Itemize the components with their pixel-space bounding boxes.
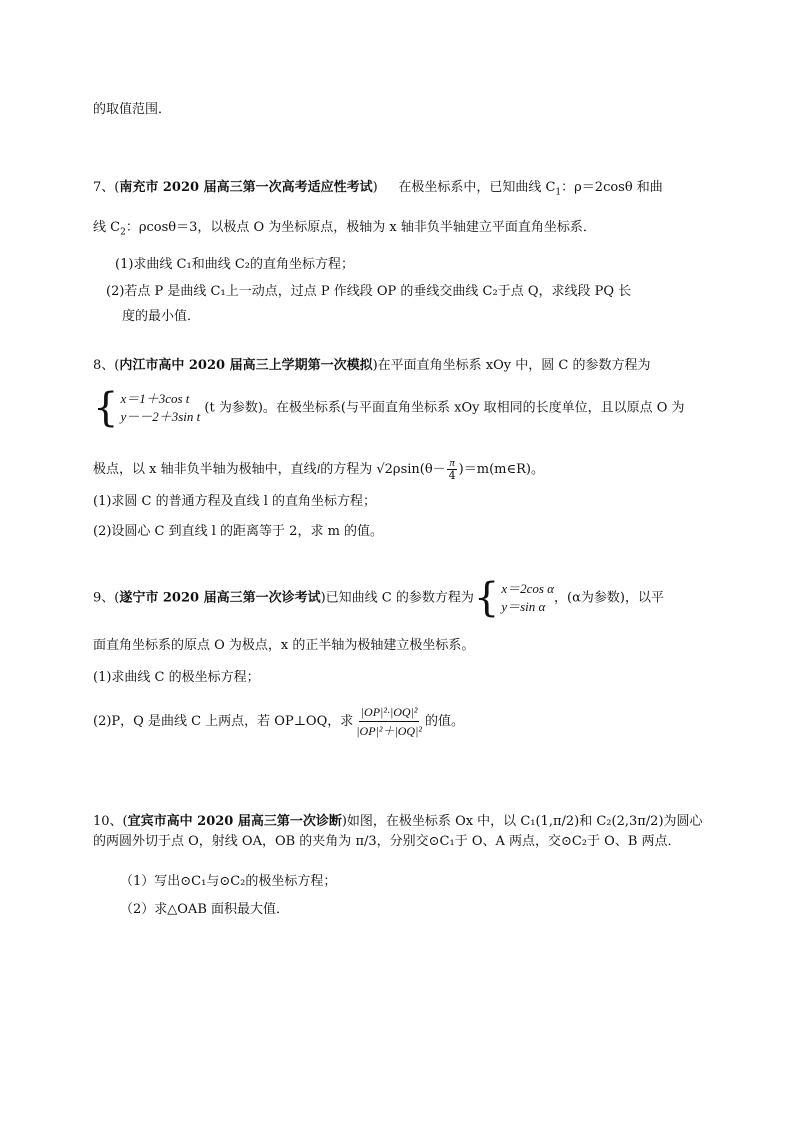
q7-line2 [93, 218, 596, 243]
q7-part2b: 度的最小值． [122, 309, 201, 324]
q8-head: 8、( [93, 358, 120, 373]
q10-part2: （2）求△OAB 面积最大值． [120, 902, 290, 917]
q9-line2: 面直角坐标系的原点 O 为极点，x 的正半轴为极轴建立极坐标系。 [93, 638, 475, 653]
q8-eq2: y－－2＋3sin t [120, 409, 201, 424]
q9-eq2: y＝sin α [501, 599, 546, 614]
q7-sub2: 2 [120, 227, 126, 238]
q10-tail: )如图，在极坐标系 Ox 中，以 C₁(1,π/2)和 C₂(2,3π/2)为圆心 [341, 814, 703, 829]
q9-denominator: |OP|²＋|OQ|² [356, 724, 422, 738]
left-brace-icon: { [93, 385, 119, 431]
left-brace-icon: { [473, 575, 500, 621]
q9-part1: (1)求曲线 C 的极坐标方程； [93, 670, 260, 685]
q8-tail: )在平面直角坐标系 xOy 中，圆 C 的参数方程为 [372, 358, 651, 373]
q8-l3b: 的方程为 √2ρsin(θ－ [320, 462, 446, 477]
q9-part2 [93, 698, 464, 746]
q7-line1 [93, 178, 663, 203]
q7-text2: 线 C [93, 220, 121, 235]
q8-param-system [93, 385, 201, 431]
q10-line1 [93, 812, 703, 832]
q9-eq1: x＝2cos α [501, 581, 555, 596]
q9-source: 遂宁市 2020 届高三第一次诊考试 [119, 590, 321, 606]
q7-text1b: ：ρ＝2cosθ 和曲 [561, 180, 663, 195]
q8-part1: (1)求圆 C 的普通方程及直线 l 的直角坐标方程； [93, 494, 377, 509]
q9-param-system [473, 575, 555, 621]
q10-head: 10、( [93, 814, 128, 829]
q8-source: 内江市高中 2020 届高三上学期第一次模拟 [119, 358, 373, 373]
q7-part2: (2)若点 P 是曲线 C₁上一动点，过点 P 作线段 OP 的垂线交曲线 C₂于点 Q，求线段 PQ 长 [106, 284, 632, 299]
q8-pi: π [449, 457, 455, 469]
q8-l3c: )＝m(m∈R)。 [458, 462, 544, 477]
q8-line2 [93, 385, 685, 431]
q8-line1 [93, 356, 650, 376]
q7-sub1: 1 [555, 187, 562, 198]
q10-part1: （1）写出⊙C₁与⊙C₂的极坐标方程； [120, 874, 337, 889]
q9-p2b: 的值。 [424, 714, 464, 729]
q10-source: 宜宾市高中 2020 届高三第一次诊断 [127, 814, 342, 829]
q9-p2a: (2)P，Q 是曲线 C 上两点，若 OP⊥OQ，求 [93, 714, 354, 729]
q7-text1: 在极坐标系中，已知曲线 C [398, 180, 556, 195]
q9-tail: )已知曲线 C 的参数方程为 [320, 590, 474, 606]
q7-close: ) [372, 180, 378, 195]
q8-four: 4 [448, 469, 456, 482]
q7-part1: (1)求曲线 C₁和曲线 C₂的直角坐标方程； [115, 257, 354, 272]
q8-line3 [93, 454, 544, 485]
q9-head: 9、( [93, 590, 120, 606]
q8-after: (t 为参数)。在极坐标系(与平面直角坐标系 xOy 取相同的长度单位，且以原点 O 为 [204, 400, 685, 416]
q9-fraction [354, 703, 424, 740]
q7-source: 南充市 2020 届高三第一次高考适应性考试 [119, 180, 373, 195]
q7-text2b: ：ρcosθ＝3，以极点 O 为坐标原点，极轴为 x 轴非负半轴建立平面直角坐标系． [125, 220, 596, 235]
q8-eq1: x＝1＋3cos t [120, 391, 190, 406]
intro-line: 的取值范围． [93, 102, 172, 117]
q9-numerator: |OP|²·|OQ|² [359, 703, 420, 722]
q7-head: 7、( [93, 180, 120, 195]
q8-pi-over-4 [447, 457, 458, 482]
q8-l3a: 极点，以 x 轴非负半轴为极轴中，直线 [93, 462, 317, 477]
q8-part2: (2)设圆心 C 到直线 l 的距离等于 2，求 m 的值。 [93, 524, 384, 539]
q9-line1 [93, 575, 664, 621]
q10-line2: 的两圆外切于点 O，射线 OA，OB 的夹角为 π/3，分别交⊙C₁于 O、A 两点，交⊙C₂于 O、B 两点． [93, 834, 681, 849]
q8-l-var: l [316, 461, 321, 476]
q9-after: ，(α为参数)，以平 [554, 590, 664, 606]
